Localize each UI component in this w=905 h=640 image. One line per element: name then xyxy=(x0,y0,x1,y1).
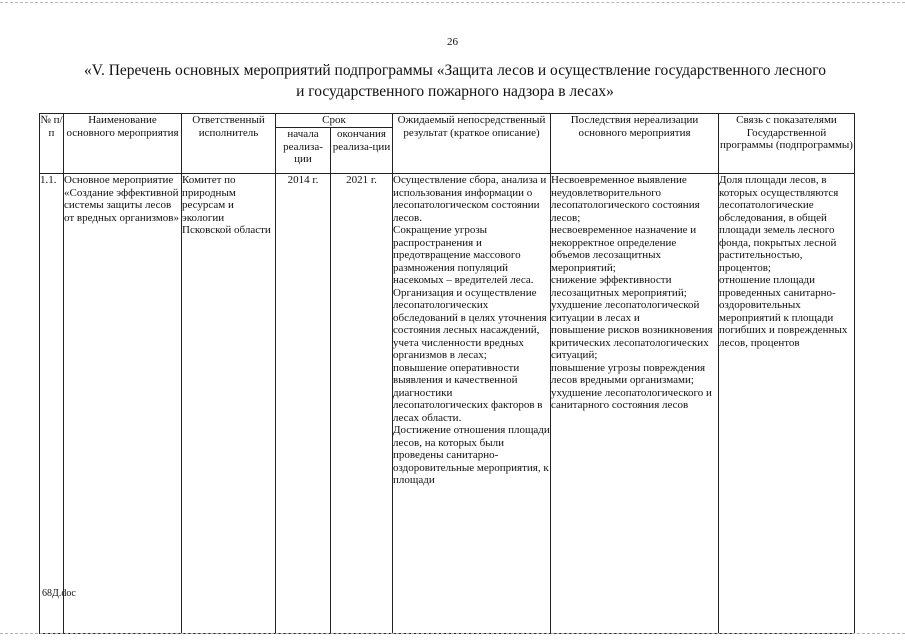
result-text: повышение оперативности выявления и качественной диагностики лесопатологических факторов в лесах области. xyxy=(393,361,543,424)
row-end: 2021 г. xyxy=(331,174,393,634)
row-num: 1.1. xyxy=(40,174,64,634)
consequence-text: повышение рисков возникновения критических лесопатологических ситуаций; xyxy=(551,324,713,361)
page-number: 26 xyxy=(447,36,458,48)
link-text: Доля площади лесов, в которых осуществляются лесопатологические обследования, в общей площади земель лесного фонда, покрытых лесной растительностью, процентов; xyxy=(719,174,839,274)
header-row-1 xyxy=(40,114,855,128)
header-consequences: Последствия нереализации основного мероприятия xyxy=(551,114,719,174)
consequence-text: Несвоевременное выявление неудовлетворительного лесопатологического состояния лесов; xyxy=(551,174,700,224)
scan-edge-top xyxy=(0,2,905,3)
header-executor: Ответственный исполнитель xyxy=(182,114,276,174)
header-name: Наименование основного мероприятия xyxy=(64,114,182,174)
row-result xyxy=(393,174,551,634)
header-result: Ожидаемый непосредственный результат (краткое описание) xyxy=(393,114,551,174)
scan-edge-bottom xyxy=(0,633,905,634)
table-row xyxy=(40,174,855,634)
row-executor: Комитет по природным ресурсам и экологии Псковской области xyxy=(182,174,276,634)
row-consequences xyxy=(551,174,719,634)
title-line-1: «V. Перечень основных мероприятий подпрограммы «Защита лесов и осуществление государственного лесного xyxy=(84,62,826,79)
consequence-text: ухудшение лесопатологической ситуации в лесах и xyxy=(551,299,700,324)
consequence-text: несвоевременное назначение и некорректное определение объемов лесозащитных мероприятий; xyxy=(551,224,697,274)
link-text: отношение площади проведенных санитарно-оздоровительных мероприятий к площади погибших и поврежденных лесов, процентов xyxy=(719,274,848,349)
header-num: № п/п xyxy=(40,114,64,174)
row-name: Основное мероприятие «Создание эффективной системы защиты лесов от вредных организмов» xyxy=(64,174,182,634)
consequence-text: ухудшение лесопатологического и санитарного состояния лесов xyxy=(551,386,712,411)
header-term-start: начала реализа-ции xyxy=(276,128,331,174)
consequence-text: снижение эффективности лесозащитных мероприятий; xyxy=(551,274,687,299)
header-term: Срок xyxy=(276,114,393,128)
footer-filename: 68Д.doc xyxy=(42,588,76,599)
row-start: 2014 г. xyxy=(276,174,331,634)
title-line-2: и государственного пожарного надзора в лесах» xyxy=(296,83,614,100)
page-title xyxy=(40,60,870,102)
header-term-end: окончания реализа-ции xyxy=(331,128,393,174)
result-text: Осуществление сбора, анализа и использования информации о лесопатологическом состоянии лесов. xyxy=(393,174,547,224)
consequence-text: повышение угрозы повреждения лесов вредными организмами; xyxy=(551,361,706,386)
result-text: Достижение отношения площади лесов, на которых были проведены санитарно-оздоровительные мероприятия, к площади xyxy=(393,424,550,486)
result-text: Сокращение угрозы распространения и предотвращение массового размножения популяций насекомых – вредителей леса. xyxy=(393,224,534,286)
measures-table xyxy=(39,113,855,634)
result-text: Организация и осуществление лесопатологических обследований в целях уточнения состояния лесных насаждений, учета численности вредных организмов в лесах; xyxy=(393,286,547,361)
header-link: Связь с показателями Государственной программы (подпрограммы) xyxy=(719,114,855,174)
row-link xyxy=(719,174,855,634)
